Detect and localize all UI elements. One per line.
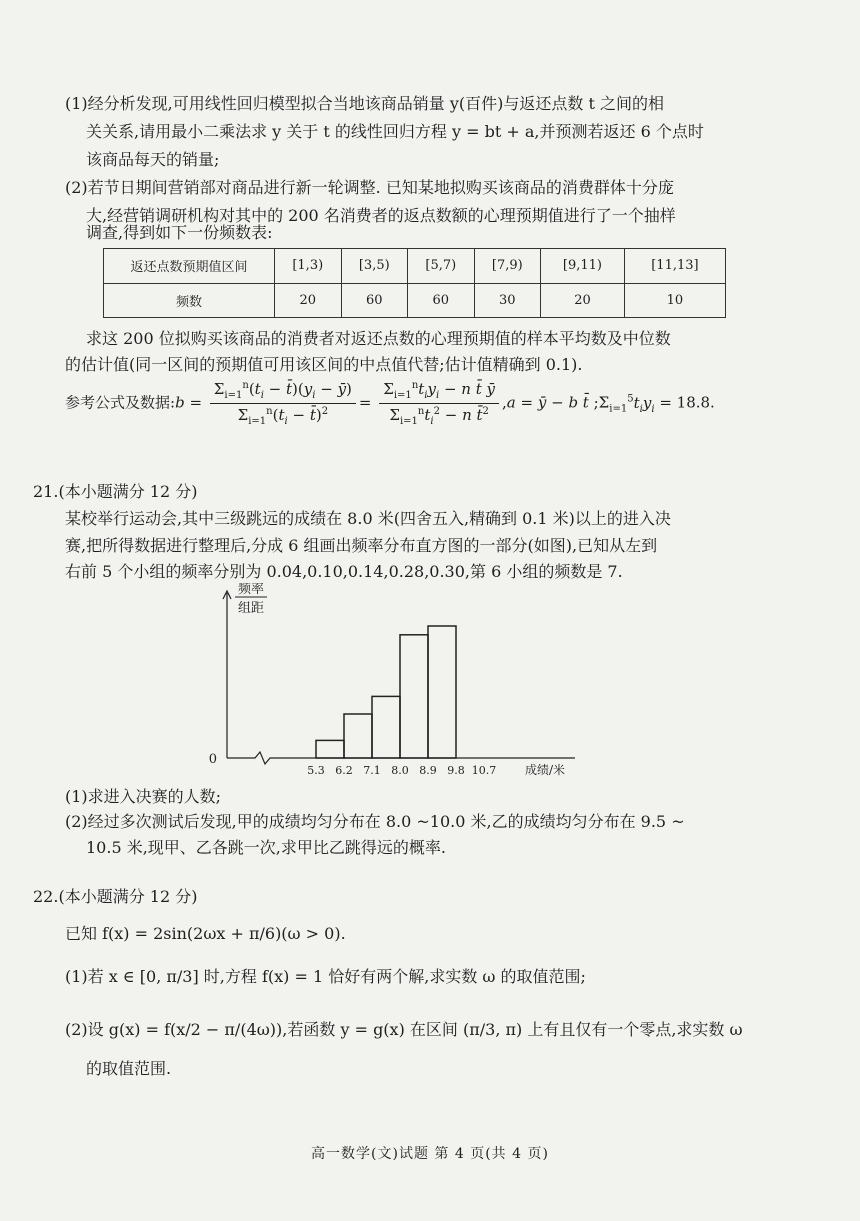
q20-ask-line1: 求这 200 位拟购买该商品的消费者对返还点数的心理预期值的样本平均数及中位数 (86, 329, 671, 348)
table-cell: [11,13] (624, 249, 725, 284)
x-tick-label: 10.7 (471, 764, 497, 777)
formula-fraction-2: $\frac{\Sigma_{i=1}^nt_iy_i - n t̄ ȳ}{\Sigma_{i=1}^nt_i^2 - n t̄^2}$ (379, 380, 499, 427)
table-cell: [3,5) (341, 249, 408, 284)
histogram-bar (344, 714, 372, 758)
table-cell: 10 (624, 283, 725, 318)
q21-header: 21.(本小题满分 12 分) (33, 482, 198, 501)
frequency-histogram (205, 583, 585, 783)
x-tick-label: 6.2 (335, 764, 353, 777)
x-tick-label: 7.1 (363, 764, 381, 777)
x-tick-label: 5.3 (307, 764, 325, 777)
histogram-bar (400, 635, 428, 758)
q22-sub1: (1)若 x ∈ [0, π/3] 时,方程 f(x) = 1 恰好有两个解,求实数 ω 的取值范围; (65, 967, 586, 986)
table-header-cell: 返还点数预期值区间 (104, 249, 275, 284)
histogram-bar (372, 696, 400, 758)
q21-sub2-line2: 10.5 米,现甲、乙各跳一次,求甲比乙跳得远的概率. (86, 838, 446, 857)
x-axis-label: 成绩/米 (524, 763, 566, 777)
q20-part1-line3: 该商品每天的销量; (86, 150, 220, 169)
q22-given: 已知 f(x) = 2sin(2ωx + π/6)(ω > 0). (65, 924, 346, 943)
table-cell: 20 (541, 283, 625, 318)
q22-sub2-line1: (2)设 g(x) = f(x/2 − π/(4ω)),若函数 y = g(x) 在区间 (π/3, π) 上有且仅有一个零点,求实数 ω (65, 1020, 743, 1039)
table-cell: 20 (275, 283, 342, 318)
formula-fraction-1: $\frac{\Sigma_{i=1}^n(t_i - t̄)(y_i - ȳ)}{\Sigma_{i=1}^n(t_i - t̄)^2}$ (210, 380, 356, 427)
table-cell: [9,11) (541, 249, 625, 284)
page-footer: 高一数学(文)试题 第 4 页(共 4 页) (311, 1146, 549, 1162)
q21-line2: 赛,把所得数据进行整理后,分成 6 组画出频率分布直方图的一部分(如图),已知从左到 (65, 536, 658, 555)
q20-part2-line3: 调查,得到如下一份频数表: (86, 223, 273, 242)
q21-line1: 某校举行运动会,其中三级跳远的成绩在 8.0 米(四舍五入,精确到 0.1 米)以上的进入决 (65, 509, 671, 528)
x-tick-label: 8.9 (419, 764, 437, 777)
formula-tail: = 18.8. (659, 393, 715, 412)
frequency-table (103, 248, 726, 318)
x-tick-label: 9.8 (447, 764, 465, 777)
table-cell: [5,7) (408, 249, 475, 284)
q20-part2-line1: (2)若节日期间营销部对商品进行新一轮调整. 已知某地拟购买该商品的消费群体十分庞 (65, 178, 674, 197)
histogram-bar (428, 626, 456, 758)
table-cell: 30 (474, 283, 541, 318)
q22-header: 22.(本小题满分 12 分) (33, 887, 198, 906)
q21-sub2-line1: (2)经过多次测试后发现,甲的成绩均匀分布在 8.0 ~10.0 米,乙的成绩均匀分布在 9.5 ~ (65, 812, 685, 831)
table-row (104, 249, 726, 284)
y-label-bottom: 组距 (237, 601, 265, 616)
table-header-cell: 频数 (104, 283, 275, 318)
origin-label: 0 (208, 752, 217, 767)
q21-sub1: (1)求进入决赛的人数; (65, 787, 222, 806)
x-tick-label: 8.0 (391, 764, 409, 777)
table-cell: [1,3) (275, 249, 342, 284)
y-label-top: 频率 (237, 583, 265, 597)
histogram-bar (316, 740, 344, 758)
reference-formula: 参考公式及数据:b = $\frac{\Sigma_{i=1}^n(t_i - t̄)(y_i - ȳ)}{\Sigma_{i=1}^n(t_i - t̄)^2}$ = $\frac{\Sigma_{i=1}^nt_iy_i - n t̄ ȳ}{\Sigma_{i=1}^nt_i^2 - n t̄^2}$ ,a = ȳ − b t̄ $;\Sigma_{i=1}^5t_iy_i = 18.8$. (65, 380, 715, 427)
q20-part1-line1: (1)经分析发现,可用线性回归模型拟合当地该商品销量 y(百件)与返还点数 t 之间的相 (65, 94, 664, 113)
q20-part2-line2: 大,经营销调研机构对其中的 200 名消费者的返点数额的心理预期值进行了一个抽样 (86, 206, 676, 225)
formula-label: 参考公式及数据: (65, 393, 176, 412)
table-cell: 60 (341, 283, 408, 318)
q20-ask-line2: 的估计值(同一区间的预期值可用该区间的中点值代替;估计值精确到 0.1). (65, 355, 583, 374)
q20-part1-line2: 关关系,请用最小二乘法求 y 关于 t 的线性回归方程 y = bt + a,并预测若返还 6 个点时 (86, 122, 704, 141)
table-cell: [7,9) (474, 249, 541, 284)
q22-sub2-line2: 的取值范围. (86, 1059, 172, 1078)
q21-line3: 右前 5 个小组的频率分别为 0.04,0.10,0.14,0.28,0.30,第 6 小组的频数是 7. (65, 562, 623, 581)
table-cell: 60 (408, 283, 475, 318)
table-row (104, 283, 726, 318)
